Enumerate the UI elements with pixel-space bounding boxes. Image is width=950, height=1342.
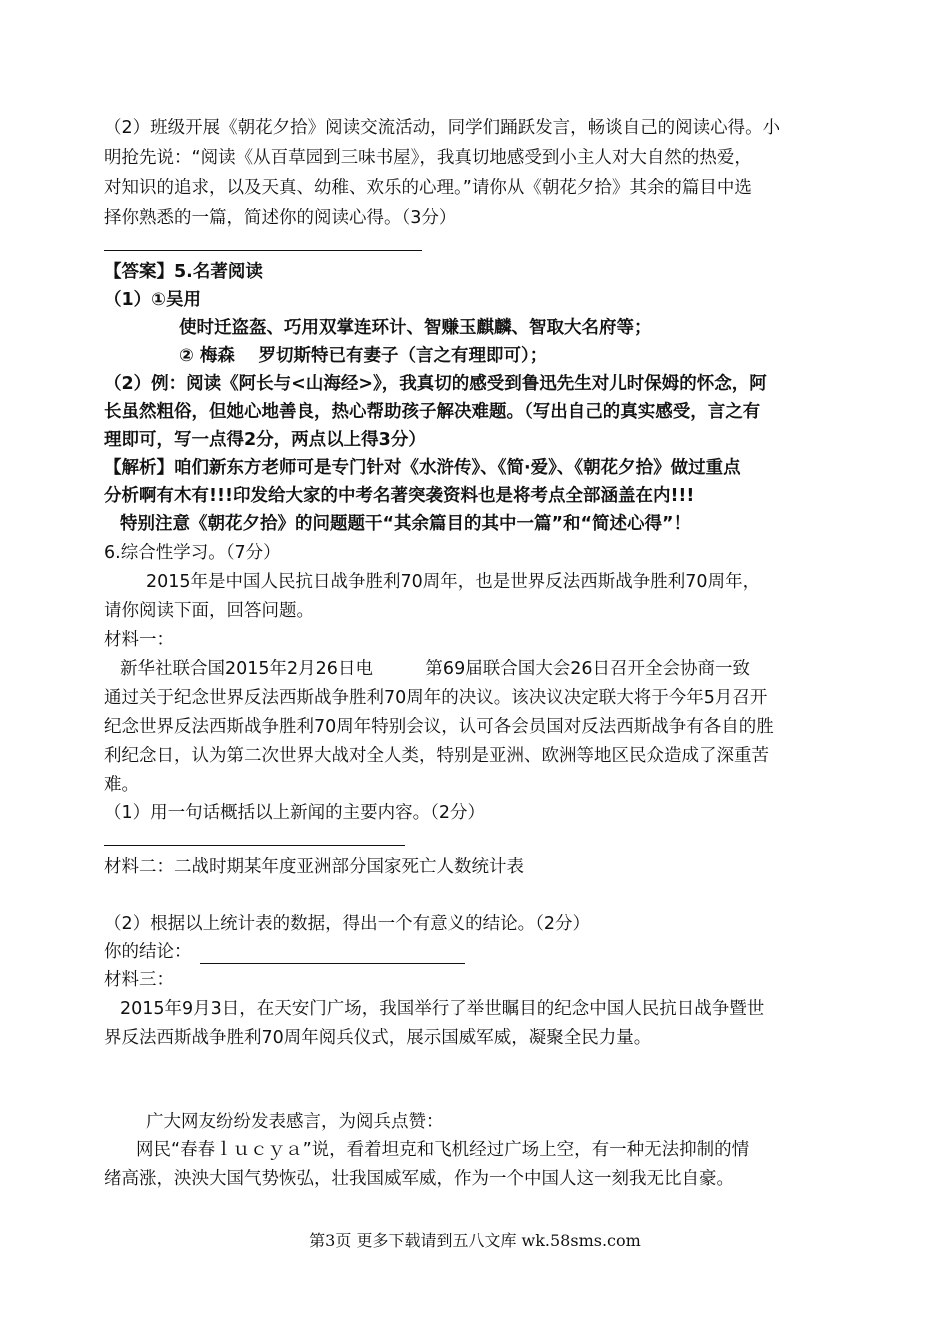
- material3-line-1: 2015年9月3日，在天安门广场，我国举行了举世瞩目的纪念中国人民抗日战争暨世: [120, 999, 765, 1019]
- material1-line-4: 利纪念日，认为第二次世界大战对全人类，特别是亚洲、欧洲等地区民众造成了深重苦: [104, 746, 769, 766]
- conclusion-label: 你的结论：: [104, 942, 192, 962]
- material1-label: 材料一：: [104, 630, 174, 650]
- netizen-quote-line-2: 绪高涨，泱泱大国气势恢弘，壮我国威军威，作为一个中国人这一刻我无比自豪。: [104, 1169, 734, 1189]
- q6-title: 6.综合性学习。（7分）: [104, 543, 281, 563]
- material1-line-2: 通过关于纪念世界反法西斯战争胜利70周年的决议。该决议决定联大将于今年5月召开: [104, 688, 768, 708]
- answer-blank-line: [104, 250, 422, 251]
- q2-prompt-line-2: 明抢先说：“阅读《从百草园到三味书屋》，我真切地感受到小主人对大自然的热爱，: [104, 148, 752, 168]
- answer-part1-detail: 使时迁盗盔、巧用双掌连环计、智赚玉麒麟、智取大名府等；: [179, 318, 652, 338]
- q6-intro-line-1: 2015年是中国人民抗日战争胜利70周年，也是世界反法西斯战争胜利70周年，: [146, 572, 761, 592]
- q2-prompt-line-3: 对知识的追求，以及天真、幼稚、欢乐的心理。”请你从《朝花夕拾》其余的篇目中选: [104, 178, 752, 198]
- sub1-blank-line: [104, 845, 405, 846]
- answer-part1-label: （1）①吴用: [104, 290, 201, 310]
- answer-heading: 【答案】5.名著阅读: [104, 262, 263, 282]
- netizens-intro: 广大网友纷纷发表感言，为阅兵点赞：: [146, 1112, 444, 1132]
- netizen-quote-line-1: 网民“春春ｌｕｃｙａ”说，看着坦克和飞机经过广场上空，有一种无法抑制的情: [136, 1140, 750, 1160]
- material1-line-1: 新华社联合国2015年2月26日电 第69届联合国大会26日召开全会协商一致: [120, 659, 750, 679]
- material3-label: 材料三：: [104, 970, 174, 990]
- answer-part2-line-2: 长虽然粗俗，但她心地善良，热心帮助孩子解决难题。（写出自己的真实感受，言之有: [104, 402, 761, 422]
- material1-line-3: 纪念世界反法西斯战争胜利70周年特别会议，认可各会员国对反法西斯战争有各自的胜: [104, 717, 774, 737]
- analysis-line-1: 【解析】咱们新东方老师可是专门针对《水浒传》、《简·爱》、《朝花夕拾》做过重点: [104, 458, 741, 478]
- analysis-line-2: 分析啊有木有!!!印发给大家的中考名著突袭资料也是将考点全部涵盖在内!!!: [104, 486, 695, 506]
- material2-caption: 材料二：二战时期某年度亚洲部分国家死亡人数统计表: [104, 857, 524, 877]
- material3-line-2: 界反法西斯战争胜利70周年阅兵仪式，展示国威军威，凝聚全民力量。: [104, 1028, 652, 1048]
- conclusion-blank[interactable]: [200, 943, 465, 964]
- analysis-note: 特别注意《朝花夕拾》的问题题干“其余篇目的其中一篇”和“简述心得”！: [120, 514, 692, 534]
- answer-part2-line-1: （2）例：阅读《阿长与<山海经>》，我真切的感受到鲁迅先生对儿时保姆的怀念，阿: [104, 374, 767, 394]
- q2-prompt-line-4: 择你熟悉的一篇，简述你的阅读心得。（3分）: [104, 208, 457, 228]
- conclusion-row: [104, 940, 465, 964]
- page-footer: 第3页 更多下载请到五八文库 wk.58sms.com: [309, 1231, 641, 1250]
- answer-part1-second: ② 梅森 罗切斯特已有妻子（言之有理即可）；: [179, 346, 548, 366]
- sub-question-1: （1）用一句话概括以上新闻的主要内容。（2分）: [104, 803, 486, 823]
- material1-line-5: 难。: [104, 775, 139, 795]
- answer-part2-line-3: 理即可，写一点得2分，两点以上得3分）: [104, 430, 426, 450]
- q2-prompt-line-1: （2）班级开展《朝花夕拾》阅读交流活动，同学们踊跃发言，畅谈自己的阅读心得。小: [104, 118, 781, 138]
- sub-question-2: （2）根据以上统计表的数据，得出一个有意义的结论。（2分）: [104, 914, 591, 934]
- q6-intro-line-2: 请你阅读下面，回答问题。: [104, 601, 314, 621]
